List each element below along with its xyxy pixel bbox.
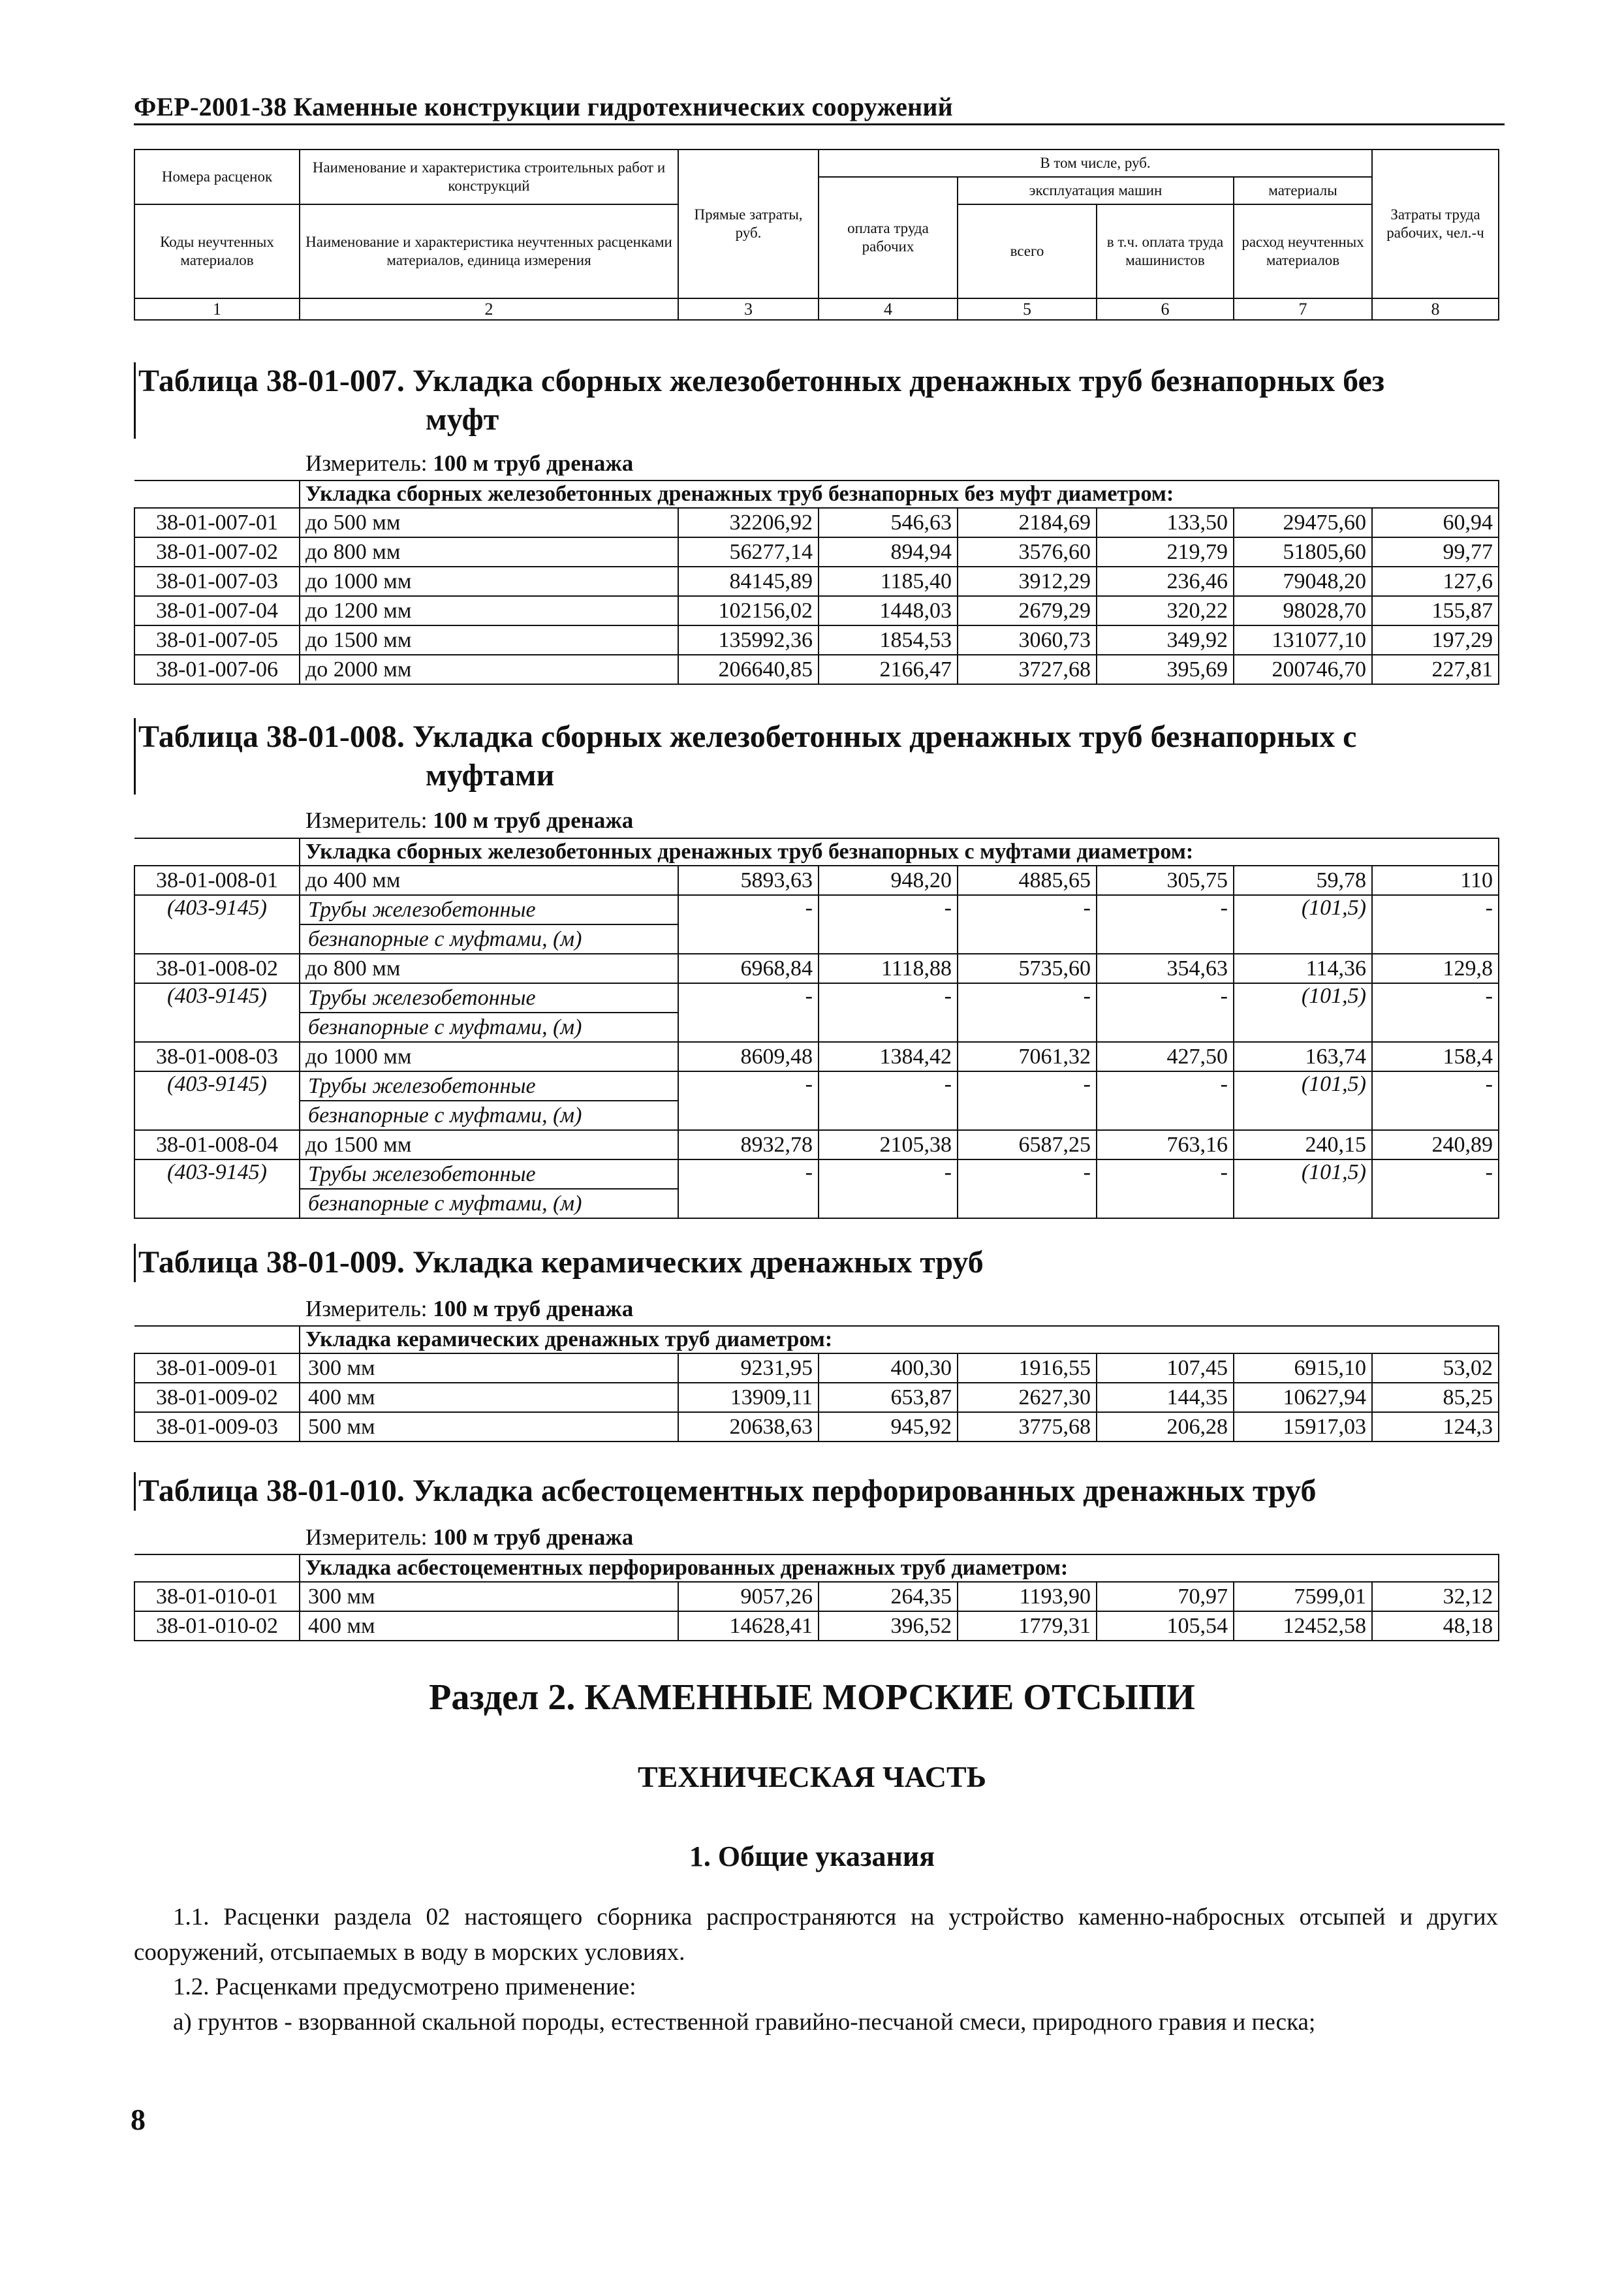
machine-cost-cell: 5735,60 <box>958 954 1097 983</box>
labor-cost-cell: 1118,88 <box>819 954 958 983</box>
rate-code-cell: 38-01-008-03 <box>134 1042 300 1071</box>
direct-cost-cell: 8609,48 <box>678 1042 819 1071</box>
empty-value-cell: - <box>819 1071 958 1130</box>
table-008-subhead: Укладка сборных железобетонных дренажных труб безнапорных с муфтами диаметром: <box>300 838 1499 866</box>
table-row <box>134 625 1499 655</box>
labor-hours-cell: 240,89 <box>1372 1130 1499 1159</box>
work-name-cell: до 1000 мм <box>300 1042 678 1071</box>
labor-cost-cell: 2105,38 <box>819 1130 958 1159</box>
empty-value-cell: - <box>1097 895 1234 954</box>
empty-value-cell: - <box>1097 983 1234 1042</box>
empty-value-cell: - <box>819 895 958 954</box>
direct-cost-cell: 84145,89 <box>678 567 819 596</box>
direct-cost-cell: 8932,78 <box>678 1130 819 1159</box>
table-row <box>134 537 1499 567</box>
labor-hours-cell: 110 <box>1372 866 1499 895</box>
material-cost-cell: 200746,70 <box>1234 655 1372 684</box>
col-number: 1 <box>134 298 300 320</box>
empty-value-cell: - <box>819 1159 958 1218</box>
material-cost-cell: 15917,03 <box>1234 1412 1372 1442</box>
operator-cost-cell: 144,35 <box>1097 1383 1234 1412</box>
rate-code-cell: 38-01-007-03 <box>134 567 300 596</box>
meter-label: Измеритель: <box>305 1296 428 1321</box>
material-code-cell: (403-9145) <box>134 1071 300 1130</box>
table-009-title: Таблица 38-01-009. Укладка керамических дренажных труб <box>134 1244 1503 1282</box>
direct-cost-cell: 56277,14 <box>678 537 819 567</box>
rate-code-cell: 38-01-008-02 <box>134 954 300 983</box>
labor-cost-cell: 1854,53 <box>819 625 958 655</box>
material-quantity-cell: (101,5) <box>1234 1071 1372 1130</box>
material-cost-cell: 163,74 <box>1234 1042 1372 1071</box>
page-number: 8 <box>131 2103 146 2136</box>
labor-hours-cell: 124,3 <box>1372 1412 1499 1442</box>
direct-cost-cell: 9057,26 <box>678 1582 819 1611</box>
table-row <box>134 954 1499 983</box>
incl-title: В том числе, руб. <box>819 150 1372 177</box>
material-code-cell: (403-9145) <box>134 895 300 954</box>
technical-part-heading: ТЕХНИЧЕСКАЯ ЧАСТЬ <box>637 1760 987 1793</box>
material-quantity-cell: (101,5) <box>1234 983 1372 1042</box>
operator-cost-cell: 107,45 <box>1097 1353 1234 1383</box>
section-title: Раздел 2. КАМЕННЫЕ МОРСКИЕ ОТСЫПИ <box>429 1677 1195 1718</box>
machine-cost-cell: 6587,25 <box>958 1130 1097 1159</box>
material-cost-cell: 98028,70 <box>1234 596 1372 625</box>
rate-code-cell: 38-01-009-01 <box>134 1353 300 1383</box>
work-name-cell: до 1000 мм <box>300 567 678 596</box>
labor-cost-cell: 546,63 <box>819 508 958 537</box>
rate-code-cell: 38-01-007-02 <box>134 537 300 567</box>
machine-cost-cell: 2184,69 <box>958 508 1097 537</box>
labor-hours-cell: 53,02 <box>1372 1353 1499 1383</box>
direct-cost-cell: 20638,63 <box>678 1412 819 1442</box>
rate-code-cell: 38-01-010-01 <box>134 1582 300 1611</box>
paragraph-1-2: 1.2. Расценками предусмотрено применение: <box>173 1974 636 2000</box>
rate-code-cell: 38-01-009-02 <box>134 1383 300 1412</box>
col-4-title: оплата труда рабочих <box>819 177 958 298</box>
meter-label: Измеритель: <box>305 1524 428 1550</box>
table-008-meter <box>305 808 633 834</box>
meter-value: 100 м труб дренажа <box>433 450 634 476</box>
table-008 <box>134 838 1499 1219</box>
table-row <box>134 596 1499 625</box>
col-1b-title: Коды неучтенных материалов <box>134 204 300 298</box>
general-instructions-heading: 1. Общие указания <box>689 1840 935 1872</box>
empty-value-cell: - <box>1372 1159 1499 1218</box>
labor-hours-cell: 158,4 <box>1372 1042 1499 1071</box>
table-007 <box>134 480 1499 685</box>
material-cost-cell: 12452,58 <box>1234 1611 1372 1641</box>
col-2-title: Наименование и характеристика строительных работ и конструкций <box>300 150 678 204</box>
table-010 <box>134 1554 1499 1641</box>
table-row <box>134 1412 1499 1442</box>
work-name-cell: до 1500 мм <box>300 625 678 655</box>
machine-cost-cell: 4885,65 <box>958 866 1097 895</box>
labor-hours-cell: 155,87 <box>1372 596 1499 625</box>
operator-cost-cell: 236,46 <box>1097 567 1234 596</box>
material-row <box>134 1159 1499 1189</box>
paragraph-1-1: 1.1. Расценки раздела 02 настоящего сборника распространяются на устройство каменно-набросных отсыпей и других сооружений, отсыпаемых в воду в морских условиях. <box>134 1904 1498 1966</box>
table-row <box>134 1582 1499 1611</box>
material-name-cell: Трубы железобетонные <box>300 983 678 1013</box>
labor-hours-cell: 127,6 <box>1372 567 1499 596</box>
direct-cost-cell: 13909,11 <box>678 1383 819 1412</box>
empty-value-cell: - <box>1372 983 1499 1042</box>
machines-title: эксплуатация машин <box>958 177 1234 204</box>
empty-value-cell: - <box>1097 1071 1234 1130</box>
material-cost-cell: 59,78 <box>1234 866 1372 895</box>
direct-cost-cell: 6968,84 <box>678 954 819 983</box>
operator-cost-cell: 70,97 <box>1097 1582 1234 1611</box>
direct-cost-cell: 206640,85 <box>678 655 819 684</box>
meter-value: 100 м труб дренажа <box>433 808 634 833</box>
machine-cost-cell: 2627,30 <box>958 1383 1097 1412</box>
rate-code-cell: 38-01-008-01 <box>134 866 300 895</box>
material-row <box>134 1071 1499 1101</box>
empty-value-cell: - <box>678 983 819 1042</box>
meter-label: Измеритель: <box>305 450 428 476</box>
material-name-cell: Трубы железобетонные <box>300 1159 678 1189</box>
empty-value-cell: - <box>1097 1159 1234 1218</box>
operator-cost-cell: 395,69 <box>1097 655 1234 684</box>
column-header-table <box>134 149 1499 321</box>
material-name-cell: безнапорные с муфтами, (м) <box>300 1101 678 1130</box>
document-header: ФЕР-2001-38 Каменные конструкции гидротехнических сооружений <box>134 91 1505 125</box>
paragraph-1-2-a: а) грунтов - взорванной скальной породы, естественной гравийно-песчаной смеси, природного гравия и песка; <box>173 2009 1316 2036</box>
table-010-subhead: Укладка асбестоцементных перфорированных дренажных труб диаметром: <box>300 1554 1499 1582</box>
material-row <box>134 983 1499 1013</box>
work-name-cell: до 2000 мм <box>300 655 678 684</box>
labor-cost-cell: 894,94 <box>819 537 958 567</box>
col-7-title: расход неучтенных материалов <box>1234 204 1372 298</box>
material-cost-cell: 79048,20 <box>1234 567 1372 596</box>
direct-cost-cell: 14628,41 <box>678 1611 819 1641</box>
labor-hours-cell: 129,8 <box>1372 954 1499 983</box>
machine-cost-cell: 3912,29 <box>958 567 1097 596</box>
table-row <box>134 1353 1499 1383</box>
col-number: 7 <box>1234 298 1372 320</box>
labor-cost-cell: 948,20 <box>819 866 958 895</box>
work-name-cell: до 1200 мм <box>300 596 678 625</box>
direct-cost-cell: 135992,36 <box>678 625 819 655</box>
empty-value-cell: - <box>958 1159 1097 1218</box>
material-name-cell: безнапорные с муфтами, (м) <box>300 1189 678 1218</box>
table-008-title-line2: муфтами <box>426 757 555 793</box>
table-007-title-line1: Таблица 38-01-007. Укладка сборных железобетонных дренажных труб безнапорных без <box>138 364 1385 398</box>
work-name-cell: до 800 мм <box>300 954 678 983</box>
machine-cost-cell: 3060,73 <box>958 625 1097 655</box>
empty-value-cell: - <box>819 983 958 1042</box>
material-cost-cell: 131077,10 <box>1234 625 1372 655</box>
table-row <box>134 508 1499 537</box>
work-name-cell: 500 мм <box>300 1412 678 1442</box>
table-010-title: Таблица 38-01-010. Укладка асбестоцементных перфорированных дренажных труб <box>134 1472 1503 1511</box>
labor-hours-cell: 197,29 <box>1372 625 1499 655</box>
machine-cost-cell: 7061,32 <box>958 1042 1097 1071</box>
operator-cost-cell: 320,22 <box>1097 596 1234 625</box>
material-cost-cell: 51805,60 <box>1234 537 1372 567</box>
labor-hours-cell: 85,25 <box>1372 1383 1499 1412</box>
labor-cost-cell: 1448,03 <box>819 596 958 625</box>
table-007-meter <box>305 450 633 477</box>
table-010-meter <box>305 1524 633 1551</box>
machine-cost-cell: 1193,90 <box>958 1582 1097 1611</box>
machine-cost-cell: 3775,68 <box>958 1412 1097 1442</box>
meter-label: Измеритель: <box>305 808 428 833</box>
table-row <box>134 866 1499 895</box>
material-cost-cell: 240,15 <box>1234 1130 1372 1159</box>
material-cost-cell: 7599,01 <box>1234 1582 1372 1611</box>
table-row <box>134 655 1499 684</box>
operator-cost-cell: 354,63 <box>1097 954 1234 983</box>
meter-value: 100 м труб дренажа <box>433 1296 634 1321</box>
direct-cost-cell: 5893,63 <box>678 866 819 895</box>
empty-value-cell: - <box>958 983 1097 1042</box>
material-quantity-cell: (101,5) <box>1234 895 1372 954</box>
empty-value-cell: - <box>678 1159 819 1218</box>
operator-cost-cell: 133,50 <box>1097 508 1234 537</box>
empty-value-cell: - <box>678 895 819 954</box>
machine-cost-cell: 3576,60 <box>958 537 1097 567</box>
direct-cost-cell: 102156,02 <box>678 596 819 625</box>
material-cost-cell: 29475,60 <box>1234 508 1372 537</box>
col-2b-title: Наименование и характеристика неучтенных расценками материалов, единица измерения <box>300 204 678 298</box>
rate-code-cell: 38-01-010-02 <box>134 1611 300 1641</box>
material-row <box>134 895 1499 924</box>
labor-hours-cell: 227,81 <box>1372 655 1499 684</box>
machine-cost-cell: 1916,55 <box>958 1353 1097 1383</box>
table-007-subhead: Укладка сборных железобетонных дренажных труб безнапорных без муфт диаметром: <box>300 481 1499 508</box>
col-5-title: всего <box>958 204 1097 298</box>
machine-cost-cell: 2679,29 <box>958 596 1097 625</box>
operator-cost-cell: 206,28 <box>1097 1412 1234 1442</box>
meter-value: 100 м труб дренажа <box>433 1524 634 1550</box>
table-row <box>134 567 1499 596</box>
rate-code-cell: 38-01-009-03 <box>134 1412 300 1442</box>
material-name-cell: Трубы железобетонные <box>300 1071 678 1101</box>
material-name-cell: безнапорные с муфтами, (м) <box>300 924 678 954</box>
labor-cost-cell: 396,52 <box>819 1611 958 1641</box>
labor-cost-cell: 400,30 <box>819 1353 958 1383</box>
material-name-cell: Трубы железобетонные <box>300 895 678 924</box>
work-name-cell: 300 мм <box>300 1353 678 1383</box>
material-cost-cell: 6915,10 <box>1234 1353 1372 1383</box>
operator-cost-cell: 105,54 <box>1097 1611 1234 1641</box>
col-number: 5 <box>958 298 1097 320</box>
operator-cost-cell: 305,75 <box>1097 866 1234 895</box>
material-code-cell: (403-9145) <box>134 983 300 1042</box>
work-name-cell: до 800 мм <box>300 537 678 567</box>
col-3-title: Прямые затраты, руб. <box>678 150 819 298</box>
table-009 <box>134 1325 1499 1442</box>
direct-cost-cell: 9231,95 <box>678 1353 819 1383</box>
material-cost-cell: 114,36 <box>1234 954 1372 983</box>
rate-code-cell: 38-01-007-06 <box>134 655 300 684</box>
material-name-cell: безнапорные с муфтами, (м) <box>300 1013 678 1042</box>
table-row <box>134 1042 1499 1071</box>
col-1-title: Номера расценок <box>134 150 300 204</box>
material-cost-cell: 10627,94 <box>1234 1383 1372 1412</box>
empty-value-cell: - <box>958 895 1097 954</box>
rate-code-cell: 38-01-008-04 <box>134 1130 300 1159</box>
direct-cost-cell: 32206,92 <box>678 508 819 537</box>
labor-cost-cell: 2166,47 <box>819 655 958 684</box>
col-number: 8 <box>1372 298 1499 320</box>
labor-hours-cell: 99,77 <box>1372 537 1499 567</box>
materials-title: материалы <box>1234 177 1372 204</box>
labor-cost-cell: 1384,42 <box>819 1042 958 1071</box>
table-008-title <box>134 718 1503 795</box>
table-007-title <box>134 362 1503 439</box>
labor-hours-cell: 48,18 <box>1372 1611 1499 1641</box>
operator-cost-cell: 219,79 <box>1097 537 1234 567</box>
work-name-cell: 400 мм <box>300 1611 678 1641</box>
table-row <box>134 1383 1499 1412</box>
empty-value-cell: - <box>958 1071 1097 1130</box>
work-name-cell: до 500 мм <box>300 508 678 537</box>
col-8-title: Затраты труда рабочих, чел.-ч <box>1372 150 1499 298</box>
machine-cost-cell: 3727,68 <box>958 655 1097 684</box>
col-number: 4 <box>819 298 958 320</box>
labor-cost-cell: 264,35 <box>819 1582 958 1611</box>
table-008-title-line1: Таблица 38-01-008. Укладка сборных железобетонных дренажных труб безнапорных с <box>138 719 1357 754</box>
col-number: 3 <box>678 298 819 320</box>
rate-code-cell: 38-01-007-01 <box>134 508 300 537</box>
labor-cost-cell: 1185,40 <box>819 567 958 596</box>
operator-cost-cell: 427,50 <box>1097 1042 1234 1071</box>
work-name-cell: 400 мм <box>300 1383 678 1412</box>
operator-cost-cell: 763,16 <box>1097 1130 1234 1159</box>
work-name-cell: до 1500 мм <box>300 1130 678 1159</box>
operator-cost-cell: 349,92 <box>1097 625 1234 655</box>
col-number: 2 <box>300 298 678 320</box>
machine-cost-cell: 1779,31 <box>958 1611 1097 1641</box>
material-code-cell: (403-9145) <box>134 1159 300 1218</box>
work-name-cell: 300 мм <box>300 1582 678 1611</box>
labor-cost-cell: 653,87 <box>819 1383 958 1412</box>
rate-code-cell: 38-01-007-05 <box>134 625 300 655</box>
table-row <box>134 1611 1499 1641</box>
rate-code-cell: 38-01-007-04 <box>134 596 300 625</box>
col-6-title: в т.ч. оплата труда машинистов <box>1097 204 1234 298</box>
labor-hours-cell: 32,12 <box>1372 1582 1499 1611</box>
table-007-title-line2: муфт <box>426 402 499 437</box>
labor-cost-cell: 945,92 <box>819 1412 958 1442</box>
table-009-meter <box>305 1296 633 1322</box>
labor-hours-cell: 60,94 <box>1372 508 1499 537</box>
table-row <box>134 1130 1499 1159</box>
empty-value-cell: - <box>678 1071 819 1130</box>
work-name-cell: до 400 мм <box>300 866 678 895</box>
col-number: 6 <box>1097 298 1234 320</box>
table-009-subhead: Укладка керамических дренажных труб диаметром: <box>300 1326 1499 1353</box>
material-quantity-cell: (101,5) <box>1234 1159 1372 1218</box>
empty-value-cell: - <box>1372 1071 1499 1130</box>
empty-value-cell: - <box>1372 895 1499 954</box>
